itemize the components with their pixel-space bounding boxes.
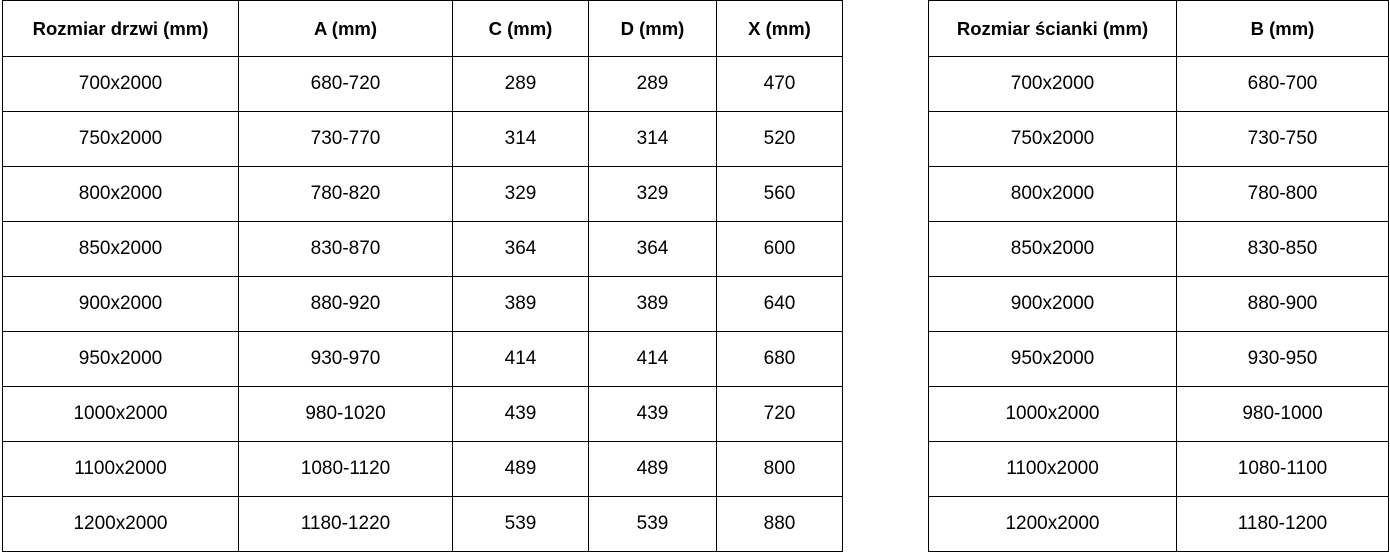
cell-d: 439 [589, 387, 717, 442]
cell-d: 364 [589, 222, 717, 277]
wall-size-table-wrapper [928, 0, 1388, 552]
wall-table-body [929, 57, 1389, 552]
table-row [929, 497, 1389, 552]
cell-a: 1180-1220 [239, 497, 453, 552]
column-header-door-size: Rozmiar drzwi (mm) [3, 1, 239, 57]
cell-c: 414 [453, 332, 589, 387]
table-row [929, 387, 1389, 442]
cell-a: 730-770 [239, 112, 453, 167]
cell-a: 780-820 [239, 167, 453, 222]
table-row [3, 442, 843, 497]
doors-table-body [3, 57, 843, 552]
cell-c: 289 [453, 57, 589, 112]
table-row [929, 167, 1389, 222]
cell-a: 980-1020 [239, 387, 453, 442]
cell-b: 980-1000 [1177, 387, 1389, 442]
cell-a: 930-970 [239, 332, 453, 387]
cell-wall-size: 750x2000 [929, 112, 1177, 167]
cell-a: 1080-1120 [239, 442, 453, 497]
cell-door-size: 1200x2000 [3, 497, 239, 552]
table-header-row [3, 1, 843, 57]
table-row [929, 222, 1389, 277]
cell-a: 680-720 [239, 57, 453, 112]
cell-door-size: 1000x2000 [3, 387, 239, 442]
cell-door-size: 700x2000 [3, 57, 239, 112]
cell-x: 640 [717, 277, 843, 332]
cell-x: 600 [717, 222, 843, 277]
cell-x: 800 [717, 442, 843, 497]
cell-b: 830-850 [1177, 222, 1389, 277]
cell-c: 389 [453, 277, 589, 332]
cell-d: 329 [589, 167, 717, 222]
column-header-wall-size: Rozmiar ścianki (mm) [929, 1, 1177, 57]
cell-wall-size: 950x2000 [929, 332, 1177, 387]
cell-b: 880-900 [1177, 277, 1389, 332]
table-row [3, 497, 843, 552]
cell-wall-size: 700x2000 [929, 57, 1177, 112]
column-header-d: D (mm) [589, 1, 717, 57]
cell-d: 414 [589, 332, 717, 387]
cell-b: 1180-1200 [1177, 497, 1389, 552]
doors-size-table-wrapper [2, 0, 842, 552]
cell-wall-size: 1000x2000 [929, 387, 1177, 442]
table-row [3, 57, 843, 112]
cell-c: 314 [453, 112, 589, 167]
column-header-c: C (mm) [453, 1, 589, 57]
column-header-a: A (mm) [239, 1, 453, 57]
table-row [3, 112, 843, 167]
cell-wall-size: 800x2000 [929, 167, 1177, 222]
cell-door-size: 900x2000 [3, 277, 239, 332]
doors-size-table [2, 0, 843, 552]
cell-x: 560 [717, 167, 843, 222]
cell-wall-size: 900x2000 [929, 277, 1177, 332]
cell-d: 539 [589, 497, 717, 552]
table-row [3, 277, 843, 332]
cell-door-size: 800x2000 [3, 167, 239, 222]
table-header-row [929, 1, 1389, 57]
cell-wall-size: 850x2000 [929, 222, 1177, 277]
column-header-x: X (mm) [717, 1, 843, 57]
table-row [929, 277, 1389, 332]
table-row [929, 442, 1389, 497]
table-row [3, 332, 843, 387]
cell-x: 470 [717, 57, 843, 112]
cell-x: 520 [717, 112, 843, 167]
table-row [3, 222, 843, 277]
table-row [929, 112, 1389, 167]
cell-d: 289 [589, 57, 717, 112]
column-header-b: B (mm) [1177, 1, 1389, 57]
cell-c: 329 [453, 167, 589, 222]
doors-table-header [3, 1, 843, 57]
cell-a: 830-870 [239, 222, 453, 277]
cell-d: 314 [589, 112, 717, 167]
cell-c: 539 [453, 497, 589, 552]
table-row [3, 387, 843, 442]
cell-b: 780-800 [1177, 167, 1389, 222]
wall-size-table [928, 0, 1389, 552]
cell-wall-size: 1100x2000 [929, 442, 1177, 497]
cell-door-size: 1100x2000 [3, 442, 239, 497]
cell-x: 880 [717, 497, 843, 552]
cell-c: 364 [453, 222, 589, 277]
cell-door-size: 850x2000 [3, 222, 239, 277]
cell-b: 930-950 [1177, 332, 1389, 387]
table-row [929, 332, 1389, 387]
cell-x: 680 [717, 332, 843, 387]
cell-door-size: 750x2000 [3, 112, 239, 167]
cell-b: 730-750 [1177, 112, 1389, 167]
wall-table-header [929, 1, 1389, 57]
cell-d: 489 [589, 442, 717, 497]
cell-a: 880-920 [239, 277, 453, 332]
cell-b: 1080-1100 [1177, 442, 1389, 497]
cell-d: 389 [589, 277, 717, 332]
table-row [3, 167, 843, 222]
cell-door-size: 950x2000 [3, 332, 239, 387]
cell-c: 439 [453, 387, 589, 442]
cell-x: 720 [717, 387, 843, 442]
cell-wall-size: 1200x2000 [929, 497, 1177, 552]
cell-b: 680-700 [1177, 57, 1389, 112]
table-row [929, 57, 1389, 112]
cell-c: 489 [453, 442, 589, 497]
